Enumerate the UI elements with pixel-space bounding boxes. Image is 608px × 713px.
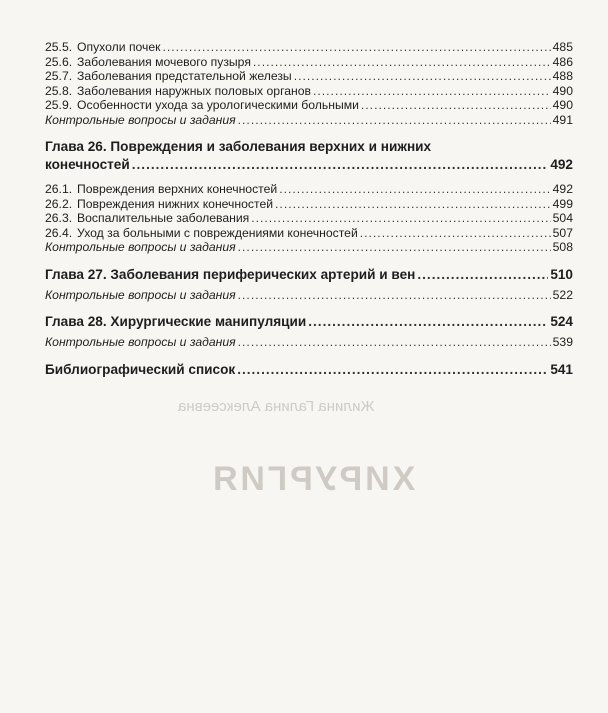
entry-number: 26.3.	[45, 211, 73, 225]
leader-dots	[238, 335, 551, 350]
entry-page: 522	[552, 287, 573, 302]
toc-control-questions[interactable]	[45, 113, 573, 128]
toc-chapter-26[interactable]	[45, 138, 573, 174]
leader-dots	[279, 182, 550, 197]
chapter-title: Глава 28. Хирургические манипуляции	[45, 314, 307, 329]
bleed-through-title: ХИРУРГИЯ	[210, 460, 416, 498]
entry-number: 26.2.	[45, 196, 73, 211]
chapter-page: 492	[550, 157, 573, 172]
entry-page: 508	[552, 240, 573, 254]
toc-entry[interactable]	[45, 211, 573, 226]
leader-dots	[237, 361, 548, 379]
bibliography-title: Библиографический список	[45, 361, 236, 377]
table-of-contents	[45, 40, 573, 379]
leader-dots	[251, 211, 550, 226]
leader-dots	[132, 156, 549, 174]
entry-title: Опухоли почек	[77, 40, 161, 54]
entry-title: Контрольные вопросы и задания	[45, 335, 236, 349]
entry-number: 26.4.	[45, 225, 73, 240]
entry-page: 490	[552, 83, 573, 98]
chapter-page: 510	[550, 266, 573, 282]
toc-entry[interactable]	[45, 69, 573, 84]
entry-title: Заболевания наружных половых органов	[77, 83, 312, 98]
entry-title: Особенности ухода за урологическими больными	[77, 98, 359, 112]
toc-chapter-28[interactable]	[45, 313, 573, 331]
toc-chapter-27[interactable]	[45, 266, 573, 284]
bibliography-page: 541	[550, 361, 573, 377]
leader-dots	[238, 240, 551, 255]
entry-title: Заболевания мочевого пузыря	[77, 54, 251, 69]
leader-dots	[361, 98, 551, 113]
entry-title: Контрольные вопросы и задания	[45, 240, 236, 254]
toc-entry[interactable]	[45, 197, 573, 212]
entry-page: 499	[552, 196, 573, 211]
leader-dots	[294, 69, 551, 84]
entry-title: Воспалительные заболевания	[77, 211, 250, 225]
toc-control-questions[interactable]	[45, 335, 573, 350]
bleed-through-authors: Жилина Галина Алексеевна	[178, 398, 375, 415]
toc-control-questions[interactable]	[45, 240, 573, 255]
entry-title: Уход за больными с повреждениями конечностей	[77, 225, 358, 240]
entry-page: 485	[552, 40, 573, 54]
leader-dots	[360, 226, 551, 241]
entry-page: 504	[552, 211, 573, 225]
entry-title: Контрольные вопросы и задания	[45, 287, 236, 302]
toc-entry[interactable]	[45, 182, 573, 197]
toc-entry[interactable]	[45, 40, 573, 55]
leader-dots	[253, 55, 551, 70]
entry-page: 492	[552, 182, 573, 196]
entry-page: 490	[552, 98, 573, 112]
entry-page: 486	[552, 54, 573, 69]
leader-dots	[238, 113, 551, 128]
entry-number: 25.8.	[45, 83, 73, 98]
entry-page: 491	[552, 112, 573, 127]
entry-number: 26.1.	[45, 182, 73, 196]
entry-number: 25.7.	[45, 69, 73, 83]
chapter-title-line1: Глава 26. Повреждения и заболевания верхних и нижних	[45, 139, 432, 154]
leader-dots	[313, 84, 551, 99]
leader-dots	[275, 197, 551, 212]
entry-page: 539	[552, 335, 573, 349]
leader-dots	[308, 313, 548, 331]
entry-page: 488	[552, 69, 573, 83]
leader-dots	[238, 288, 551, 303]
toc-entry[interactable]	[45, 55, 573, 70]
toc-bibliography[interactable]	[45, 361, 573, 379]
leader-dots	[163, 40, 551, 55]
chapter-title-line2: конечностей	[45, 157, 130, 172]
entry-page: 507	[552, 225, 573, 240]
chapter-title: Глава 27. Заболевания периферических артерий и вен	[45, 266, 416, 282]
entry-number: 25.6.	[45, 54, 73, 69]
toc-entry[interactable]	[45, 98, 573, 113]
toc-control-questions[interactable]	[45, 288, 573, 303]
entry-title: Контрольные вопросы и задания	[45, 112, 236, 127]
entry-number: 25.5.	[45, 40, 73, 54]
entry-number: 25.9.	[45, 98, 73, 112]
leader-dots	[417, 266, 548, 284]
toc-entry[interactable]	[45, 84, 573, 99]
entry-title: Повреждения нижних конечностей	[77, 196, 274, 211]
toc-entry[interactable]	[45, 226, 573, 241]
chapter-page: 524	[550, 314, 573, 329]
entry-title: Повреждения верхних конечностей	[77, 182, 278, 196]
entry-title: Заболевания предстательной железы	[77, 69, 292, 83]
